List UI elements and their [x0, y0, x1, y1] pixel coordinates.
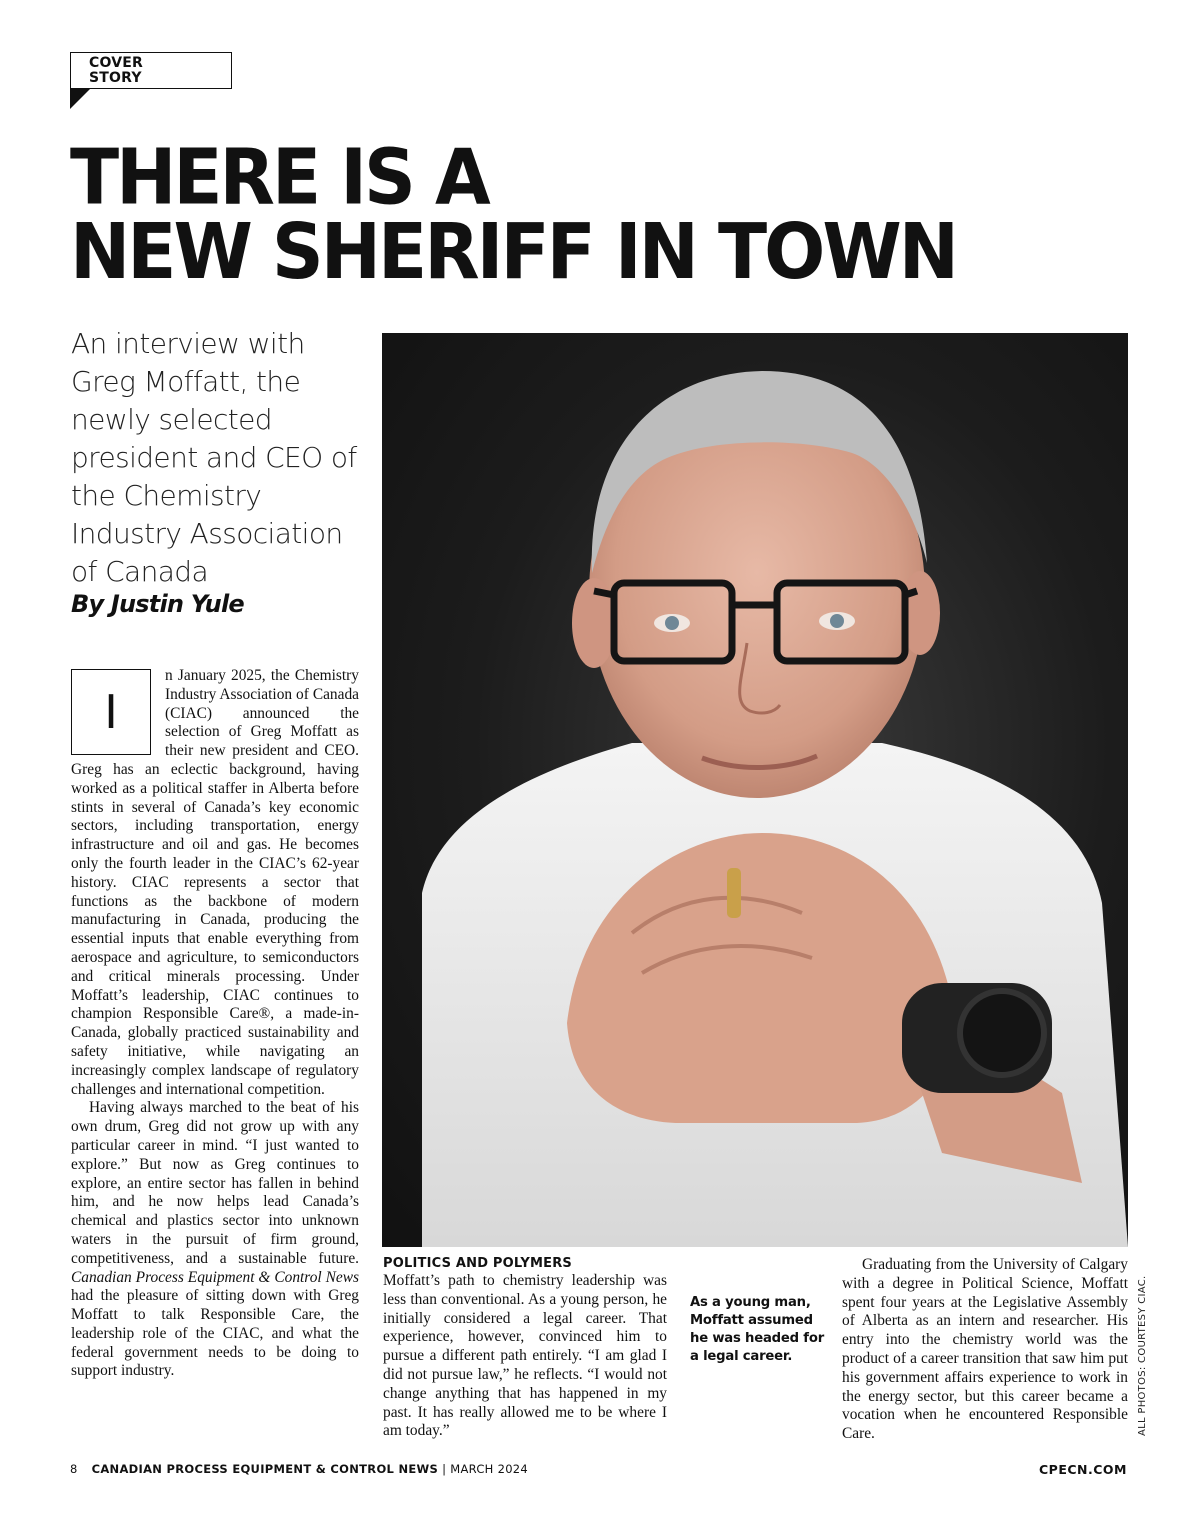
headline	[70, 132, 956, 296]
footer	[70, 1462, 528, 1476]
column-3	[842, 1256, 1128, 1444]
column-2-text: Moffatt’s path to chemistry leadership was less than conventional. As a young person, he initially considered a legal career. That experience, however, convinced him to pursue a different path entirely. “I am glad I did not pursue law,” he reflects. “I would not change anything that has happened in my past. It has really allowed me to be where I am today.”	[383, 1272, 667, 1440]
column-2	[383, 1255, 667, 1441]
headline-line2: NEW SHERIFF IN TOWN	[70, 206, 956, 296]
second-paragraph	[71, 1099, 359, 1381]
publication-title: CANADIAN PROCESS EQUIPMENT & CONTROL NEWS	[91, 1462, 439, 1476]
subhead: POLITICS AND POLYMERS	[383, 1256, 572, 1271]
section-tag-line2: STORY	[89, 70, 142, 86]
headline-line1: THERE IS A	[70, 132, 488, 222]
section-tag-text	[89, 56, 143, 86]
byline: By Justin Yule	[71, 590, 244, 618]
issue-date: MARCH 2024	[450, 1462, 529, 1476]
p2-start: Having always marched to the beat of his own drum, Greg did not grow up with any particular career in mind. “I just wanted to explore.” But now as Greg continues to explore, an entire sector has fallen in behind him, and he now helps lead Canada’s chemical and plastics sector into unknown waters in the pursuit of firm ground, competitiveness, and a sustainable future.	[71, 1099, 359, 1267]
deck: An interview with Greg Moffatt, the newly selected president and CEO of the Chemistry Industry Association of Canada	[71, 327, 357, 588]
column-1	[71, 667, 359, 1381]
photo-credit: ALL PHOTOS: COURTESY CIAC.	[1137, 1275, 1148, 1436]
page-number: 8	[70, 1462, 78, 1476]
pull-quote: As a young man, Moffatt assumed he was headed for a legal career.	[690, 1295, 824, 1364]
section-tag-line1: COVER	[89, 55, 143, 71]
publication-name: Canadian Process Equipment & Control News	[71, 1268, 359, 1286]
dropcap: I	[71, 669, 151, 755]
section-tag-corner	[70, 89, 90, 109]
footer-separator: |	[442, 1462, 447, 1476]
ring	[727, 868, 741, 918]
p2-end: had the pleasure of sitting down with Greg Moffatt to talk Responsible Care, the leadership role of the CIAC, and what the federal government needs to be doing to support industry.	[71, 1287, 359, 1380]
portrait-photo	[382, 333, 1128, 1247]
section-tag	[70, 52, 232, 89]
intro-paragraph: n January 2025, the Chemistry Industry Association of Canada (CIAC) announced the selection of Greg Moffatt as their new president and CEO. Greg has an eclectic background, having worked as a political staffer in Alberta before stints in several of Canada’s key economic sectors, including transportation, energy infrastructure and oil and gas. He becomes only the fourth leader in the CIAC’s 62-year history. CIAC represents a sector that functions as the backbone of modern manufacturing in Canada, producing the essential inputs that enable everything from aerospace and agriculture, to semiconductors and critical minerals processing. Under Moffatt’s leadership, CIAC continues to champion Responsible Care®, a made-in-Canada, globally practiced sustainability and safety initiative, while navigating an increasingly complex landscape of regulatory challenges and international competition.	[71, 667, 359, 1098]
column-3-text: Graduating from the University of Calgary with a degree in Political Science, Moffatt spent four years at the Legislative Assembly of Alberta as an intern and researcher. His entry into the chemistry world was the product of a career transition that saw him put his government affairs experience to work in the energy sector, but this career became a vocation when he encountered Responsible Care.	[842, 1256, 1128, 1443]
website[interactable]: CPECN.COM	[1039, 1462, 1127, 1477]
portrait-illustration	[382, 333, 1128, 1247]
